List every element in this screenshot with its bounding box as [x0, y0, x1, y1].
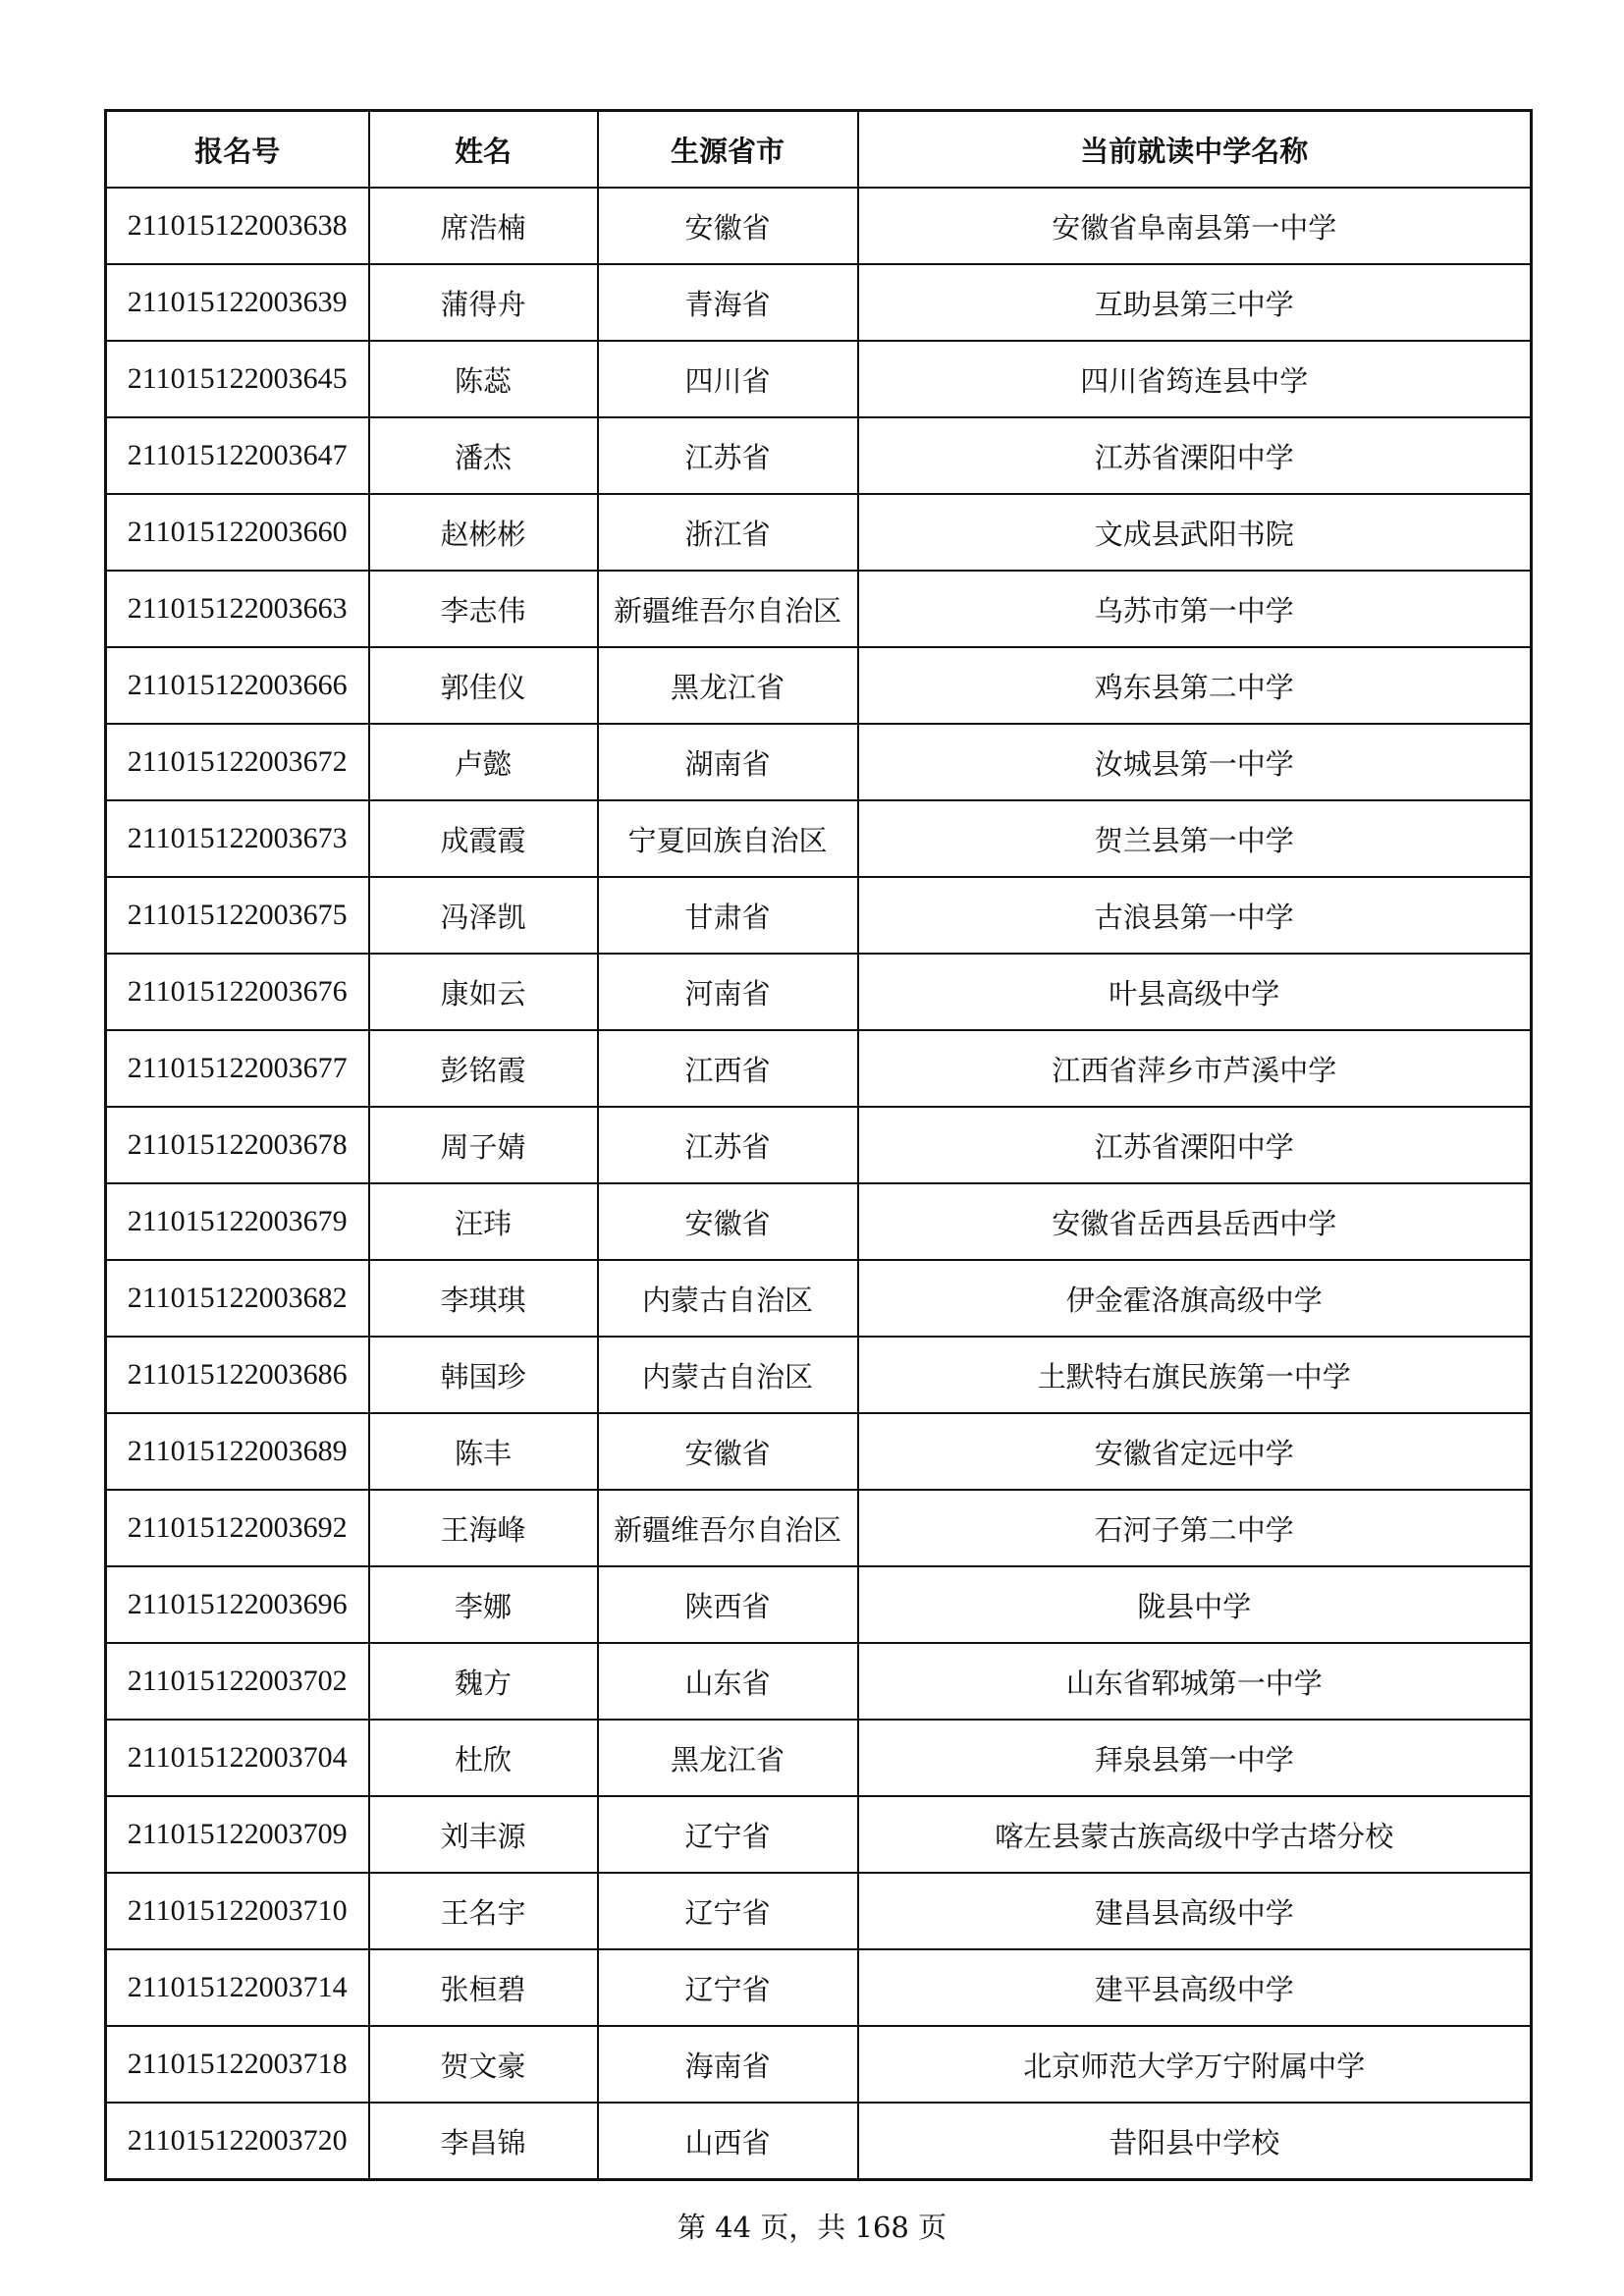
school-cell: 陇县中学 — [858, 1566, 1532, 1643]
table-row — [106, 417, 1532, 494]
province-cell: 辽宁省 — [598, 1873, 858, 1949]
table-row — [106, 2103, 1532, 2180]
registration-number-cell: 211015122003679 — [106, 1183, 369, 1260]
table-row — [106, 494, 1532, 571]
student-table — [104, 109, 1533, 2181]
registration-number-cell: 211015122003689 — [106, 1413, 369, 1490]
footer-middle: 页，共 — [760, 2211, 846, 2244]
province-cell: 内蒙古自治区 — [598, 1337, 858, 1413]
name-cell: 陈蕊 — [369, 341, 598, 417]
registration-number-cell: 211015122003645 — [106, 341, 369, 417]
name-cell: 杜欣 — [369, 1720, 598, 1796]
name-cell: 张桓碧 — [369, 1949, 598, 2026]
table-row — [106, 1183, 1532, 1260]
registration-number-cell: 211015122003718 — [106, 2026, 369, 2103]
province-cell: 河南省 — [598, 954, 858, 1030]
table-row — [106, 1030, 1532, 1107]
registration-number-cell: 211015122003696 — [106, 1566, 369, 1643]
province-cell: 江西省 — [598, 1030, 858, 1107]
table-row — [106, 264, 1532, 341]
school-cell: 文成县武阳书院 — [858, 494, 1532, 571]
school-cell: 伊金霍洛旗高级中学 — [858, 1260, 1532, 1337]
table-row — [106, 571, 1532, 647]
registration-number-cell: 211015122003639 — [106, 264, 369, 341]
province-cell: 陕西省 — [598, 1566, 858, 1643]
table-row — [106, 647, 1532, 724]
school-cell: 江苏省溧阳中学 — [858, 1107, 1532, 1183]
school-cell: 北京师范大学万宁附属中学 — [858, 2026, 1532, 2103]
name-cell: 韩国珍 — [369, 1337, 598, 1413]
registration-number-cell: 211015122003663 — [106, 571, 369, 647]
registration-number-cell: 211015122003675 — [106, 877, 369, 954]
table-row — [106, 877, 1532, 954]
registration-number-cell: 211015122003692 — [106, 1490, 369, 1566]
province-cell: 安徽省 — [598, 1413, 858, 1490]
school-cell: 建平县高级中学 — [858, 1949, 1532, 2026]
table-row — [106, 1413, 1532, 1490]
name-cell: 郭佳仪 — [369, 647, 598, 724]
province-cell: 宁夏回族自治区 — [598, 800, 858, 877]
province-cell: 新疆维吾尔自治区 — [598, 571, 858, 647]
table-body — [106, 188, 1532, 2180]
header-name: 姓名 — [369, 111, 598, 189]
province-cell: 江苏省 — [598, 1107, 858, 1183]
school-cell: 石河子第二中学 — [858, 1490, 1532, 1566]
province-cell: 四川省 — [598, 341, 858, 417]
page-footer — [0, 2206, 1624, 2246]
school-cell: 乌苏市第一中学 — [858, 571, 1532, 647]
table-row — [106, 1796, 1532, 1873]
name-cell: 潘杰 — [369, 417, 598, 494]
school-cell: 山东省郓城第一中学 — [858, 1643, 1532, 1720]
table-row — [106, 2026, 1532, 2103]
school-cell: 叶县高级中学 — [858, 954, 1532, 1030]
province-cell: 青海省 — [598, 264, 858, 341]
registration-number-cell: 211015122003666 — [106, 647, 369, 724]
province-cell: 海南省 — [598, 2026, 858, 2103]
table-row — [106, 1260, 1532, 1337]
name-cell: 冯泽凯 — [369, 877, 598, 954]
province-cell: 湖南省 — [598, 724, 858, 800]
registration-number-cell: 211015122003682 — [106, 1260, 369, 1337]
name-cell: 李娜 — [369, 1566, 598, 1643]
registration-number-cell: 211015122003710 — [106, 1873, 369, 1949]
school-cell: 汝城县第一中学 — [858, 724, 1532, 800]
footer-total-pages: 168 — [854, 2211, 909, 2244]
school-cell: 四川省筠连县中学 — [858, 341, 1532, 417]
province-cell: 江苏省 — [598, 417, 858, 494]
header-province: 生源省市 — [598, 111, 858, 189]
table-row — [106, 954, 1532, 1030]
footer-page-number: 44 — [715, 2211, 752, 2244]
school-cell: 土默特右旗民族第一中学 — [858, 1337, 1532, 1413]
table-row — [106, 1873, 1532, 1949]
province-cell: 新疆维吾尔自治区 — [598, 1490, 858, 1566]
footer-suffix: 页 — [918, 2211, 947, 2244]
footer-prefix: 第 — [677, 2211, 706, 2244]
school-cell: 古浪县第一中学 — [858, 877, 1532, 954]
name-cell: 周子婧 — [369, 1107, 598, 1183]
header-school: 当前就读中学名称 — [858, 111, 1532, 189]
school-cell: 鸡东县第二中学 — [858, 647, 1532, 724]
name-cell: 赵彬彬 — [369, 494, 598, 571]
name-cell: 成霞霞 — [369, 800, 598, 877]
province-cell: 甘肃省 — [598, 877, 858, 954]
province-cell: 安徽省 — [598, 188, 858, 264]
school-cell: 江苏省溧阳中学 — [858, 417, 1532, 494]
table-row — [106, 341, 1532, 417]
name-cell: 蒲得舟 — [369, 264, 598, 341]
table-row — [106, 188, 1532, 264]
province-cell: 浙江省 — [598, 494, 858, 571]
table-header-row — [106, 111, 1532, 189]
table-row — [106, 1337, 1532, 1413]
name-cell: 李昌锦 — [369, 2103, 598, 2180]
registration-number-cell: 211015122003638 — [106, 188, 369, 264]
school-cell: 江西省萍乡市芦溪中学 — [858, 1030, 1532, 1107]
table-row — [106, 1107, 1532, 1183]
name-cell: 汪玮 — [369, 1183, 598, 1260]
table-row — [106, 1720, 1532, 1796]
registration-number-cell: 211015122003660 — [106, 494, 369, 571]
table-row — [106, 1643, 1532, 1720]
school-cell: 建昌县高级中学 — [858, 1873, 1532, 1949]
school-cell: 拜泉县第一中学 — [858, 1720, 1532, 1796]
province-cell: 山东省 — [598, 1643, 858, 1720]
table-row — [106, 1949, 1532, 2026]
province-cell: 辽宁省 — [598, 1796, 858, 1873]
name-cell: 魏方 — [369, 1643, 598, 1720]
name-cell: 李志伟 — [369, 571, 598, 647]
registration-number-cell: 211015122003709 — [106, 1796, 369, 1873]
province-cell: 辽宁省 — [598, 1949, 858, 2026]
registration-number-cell: 211015122003677 — [106, 1030, 369, 1107]
province-cell: 黑龙江省 — [598, 647, 858, 724]
school-cell: 喀左县蒙古族高级中学古塔分校 — [858, 1796, 1532, 1873]
registration-number-cell: 211015122003673 — [106, 800, 369, 877]
table-row — [106, 800, 1532, 877]
name-cell: 王海峰 — [369, 1490, 598, 1566]
name-cell: 李琪琪 — [369, 1260, 598, 1337]
province-cell: 内蒙古自治区 — [598, 1260, 858, 1337]
registration-number-cell: 211015122003720 — [106, 2103, 369, 2180]
school-cell: 互助县第三中学 — [858, 264, 1532, 341]
registration-number-cell: 211015122003686 — [106, 1337, 369, 1413]
name-cell: 席浩楠 — [369, 188, 598, 264]
student-table-container — [104, 109, 1530, 2181]
school-cell: 安徽省岳西县岳西中学 — [858, 1183, 1532, 1260]
registration-number-cell: 211015122003678 — [106, 1107, 369, 1183]
registration-number-cell: 211015122003647 — [106, 417, 369, 494]
school-cell: 昔阳县中学校 — [858, 2103, 1532, 2180]
table-row — [106, 1566, 1532, 1643]
registration-number-cell: 211015122003672 — [106, 724, 369, 800]
province-cell: 黑龙江省 — [598, 1720, 858, 1796]
name-cell: 卢懿 — [369, 724, 598, 800]
registration-number-cell: 211015122003702 — [106, 1643, 369, 1720]
registration-number-cell: 211015122003676 — [106, 954, 369, 1030]
registration-number-cell: 211015122003714 — [106, 1949, 369, 2026]
name-cell: 刘丰源 — [369, 1796, 598, 1873]
name-cell: 彭铭霞 — [369, 1030, 598, 1107]
province-cell: 安徽省 — [598, 1183, 858, 1260]
table-row — [106, 724, 1532, 800]
school-cell: 贺兰县第一中学 — [858, 800, 1532, 877]
name-cell: 康如云 — [369, 954, 598, 1030]
province-cell: 山西省 — [598, 2103, 858, 2180]
name-cell: 王名宇 — [369, 1873, 598, 1949]
header-registration-number: 报名号 — [106, 111, 369, 189]
school-cell: 安徽省定远中学 — [858, 1413, 1532, 1490]
school-cell: 安徽省阜南县第一中学 — [858, 188, 1532, 264]
name-cell: 贺文豪 — [369, 2026, 598, 2103]
registration-number-cell: 211015122003704 — [106, 1720, 369, 1796]
name-cell: 陈丰 — [369, 1413, 598, 1490]
table-row — [106, 1490, 1532, 1566]
